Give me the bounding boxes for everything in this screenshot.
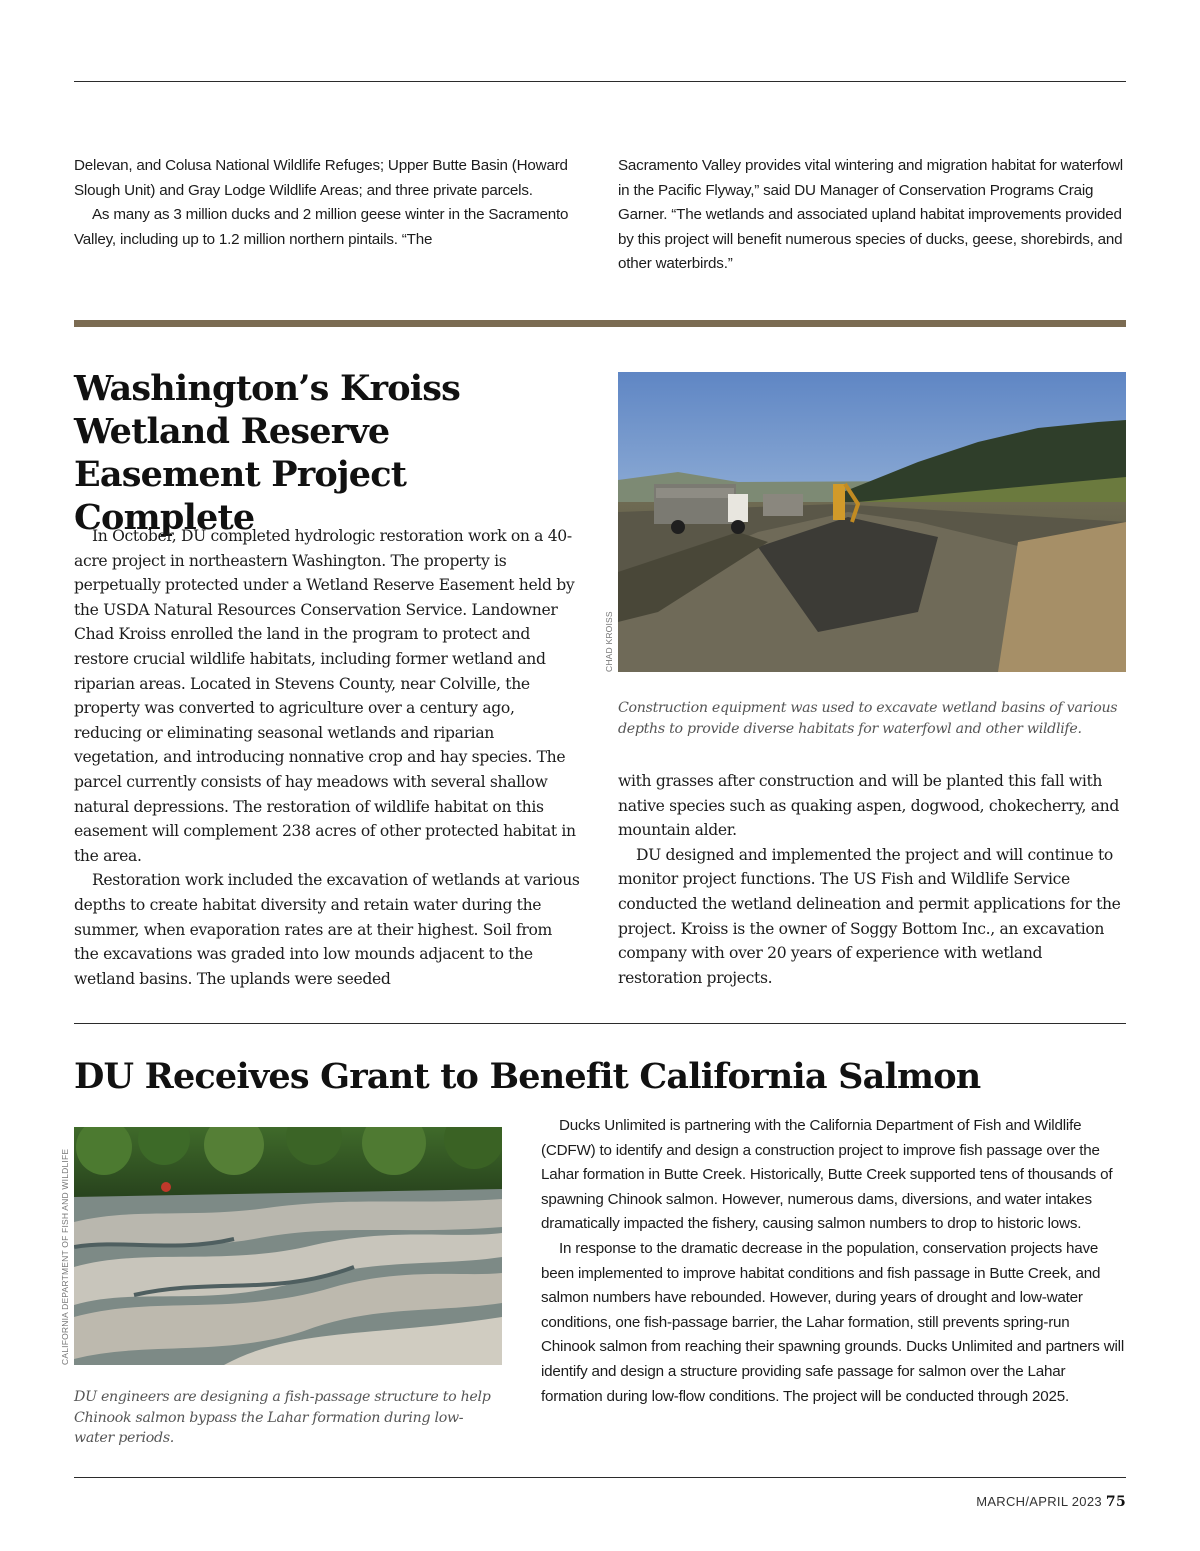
paragraph: In October, DU completed hydrologic restoration work on a 40-acre project in northeastern Washington. The property is perpetually protected under a Wetland Reserve Easement held by the USDA Natural Resources Conservation Service. Landowner Chad Kroiss enrolled the land in the program to protect and restore crucial wildlife habitats, including former wetland and riparian areas. Located in Stevens County, near Colville, the property was converted to agriculture over a century ago, reducing or eliminating seasonal wetlands and riparian vegetation, and introducing nonnative crop and hay species. The parcel currently consists of hay meadows with several shallow natural depressions. The restoration of wildlife habitat on this easement will complement 238 acres of other protected habitat in the area. [74,527,576,865]
butte-creek-photo [74,1127,502,1365]
continued-left-column [74,154,574,252]
section-divider-band [74,320,1126,327]
top-rule [74,81,1126,82]
paragraph: Sacramento Valley provides vital wintering and migration habitat for waterfowl in the Pacific Flyway,” said DU Manager of Conservation Programs Craig Garner. “The wetlands and associated upland habitat improvements provided by this project will benefit numerous species of ducks, geese, shorebirds, and other waterbirds.” [618,157,1123,273]
page-number: 75 [1105,1494,1126,1510]
paragraph: As many as 3 million ducks and 2 million geese winter in the Sacramento Valley, including up to 1.2 million northern pintails. “The [74,206,569,248]
paragraph: In response to the dramatic decrease in the population, conservation projects have been implemented to improve habitat conditions and fish passage in Butte Creek, and salmon numbers have rebounded. However, during years of drought and low-water conditions, one fish-passage barrier, the Lahar formation, still prevents spring-run Chinook salmon from reaching their spawning grounds. Ducks Unlimited and partners will identify and design a structure providing safe passage for salmon over the Lahar formation during low-flow conditions. The project will be conducted through 2025. [541,1239,1124,1405]
section-rule [74,1023,1126,1024]
issue-date: MARCH/APRIL 2023 [976,1494,1102,1509]
bottom-rule [74,1477,1126,1478]
kroiss-left-column [74,524,580,991]
photo-credit: CALIFORNIA DEPARTMENT OF FISH AND WILDLIFE [60,1148,70,1365]
paragraph: with grasses after construction and will be planted this fall with native species such as quaking aspen, dogwood, chokecherry, and mountain alder. [618,772,1120,840]
page-folio [976,1494,1126,1510]
kroiss-right-column [618,769,1126,990]
paragraph: Delevan, and Colusa National Wildlife Refuges; Upper Butte Basin (Howard Slough Unit) and Gray Lodge Wildlife Areas; and three private parcels. [74,157,568,199]
kroiss-headline: Washington’s Kroiss Wetland Reserve Easement Project Complete [74,368,461,538]
paragraph: Restoration work included the excavation of wetlands at various depths to create habitat diversity and retain water during the summer, when evaporation rates are at their highest. Soil from the excavations was graded into low mounds adjacent to the wetland basins. The uplands were seeded [74,871,580,988]
photo-caption: DU engineers are designing a fish-passage structure to help Chinook salmon bypass the Lahar formation during low-water periods. [74,1389,491,1446]
paragraph: Ducks Unlimited is partnering with the California Department of Fish and Wildlife (CDFW) to identify and design a construction project to improve fish passage over the Lahar formation in Butte Creek. Historically, Butte Creek supported tens of thousands of spawning Chinook salmon. However, numerous dams, diversions, and water intakes dramatically impacted the fishery, causing salmon numbers to drop to historic lows. [541,1117,1113,1233]
construction-photo [618,372,1126,672]
continued-right-column [618,154,1126,277]
photo-credit: CHAD KROISS [604,611,614,672]
salmon-text-column [541,1114,1126,1409]
salmon-headline: DU Receives Grant to Benefit California Salmon [74,1056,981,1097]
paragraph: DU designed and implemented the project and will continue to monitor project functions. The US Fish and Wildlife Service conducted the wetland delineation and permit applications for the project. Kroiss is the owner of Soggy Bottom Inc., an excavation company with over 20 years of experience with wetland restoration projects. [618,845,1121,987]
photo-caption: Construction equipment was used to excavate wetland basins of various depths to provide diverse habitats for waterfowl and other wildlife. [618,700,1118,737]
